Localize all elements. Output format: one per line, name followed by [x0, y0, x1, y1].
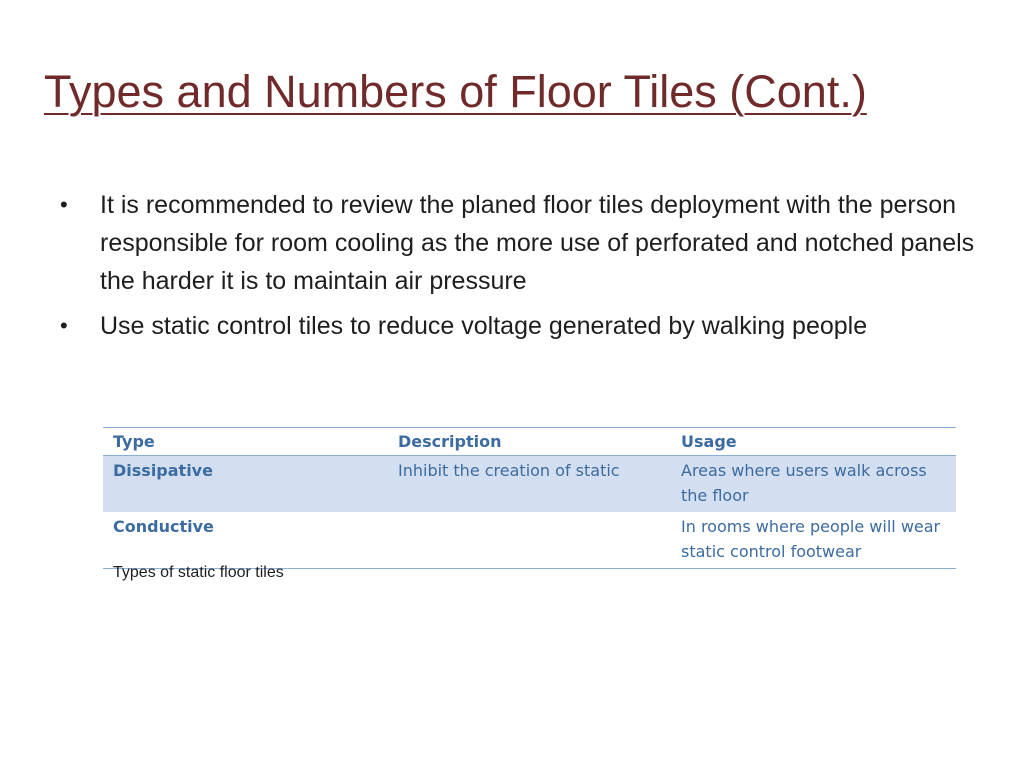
- table-caption: Types of static floor tiles: [113, 564, 284, 581]
- bullet-text: Use static control tiles to reduce voltage generated by walking people: [100, 312, 868, 340]
- slide-title: [44, 66, 1004, 118]
- bullet-text: It is recommended to review the planed floor tiles deployment with the person responsible for room cooling as the more use of perforated and notched panels the harder it is to maintain air pressure: [100, 191, 975, 295]
- table-row: [103, 456, 956, 513]
- cell-type: Conductive: [113, 517, 214, 536]
- cell-type: Dissipative: [103, 456, 388, 513]
- bullet-item: [56, 186, 996, 300]
- column-header-usage: Usage: [681, 431, 737, 451]
- slide-title-text: Types and Numbers of Floor Tiles (Cont.): [44, 66, 867, 117]
- cell-usage: In rooms where people will wear static control footwear: [681, 517, 941, 561]
- column-header-type: Type: [113, 431, 155, 451]
- bullet-marker: •: [60, 192, 68, 217]
- table: [103, 427, 956, 569]
- cell-description: Inhibit the creation of static: [388, 456, 671, 513]
- column-header-description: Description: [398, 431, 502, 451]
- cell-usage: Areas where users walk across the floor: [671, 456, 956, 513]
- bullet-marker: •: [60, 313, 68, 338]
- static-tiles-table: [103, 427, 956, 569]
- table-header-row: [103, 428, 956, 456]
- bullet-item: [56, 307, 996, 345]
- table-row: [103, 512, 956, 569]
- cell-description: [388, 512, 671, 569]
- bullet-list: [56, 186, 996, 352]
